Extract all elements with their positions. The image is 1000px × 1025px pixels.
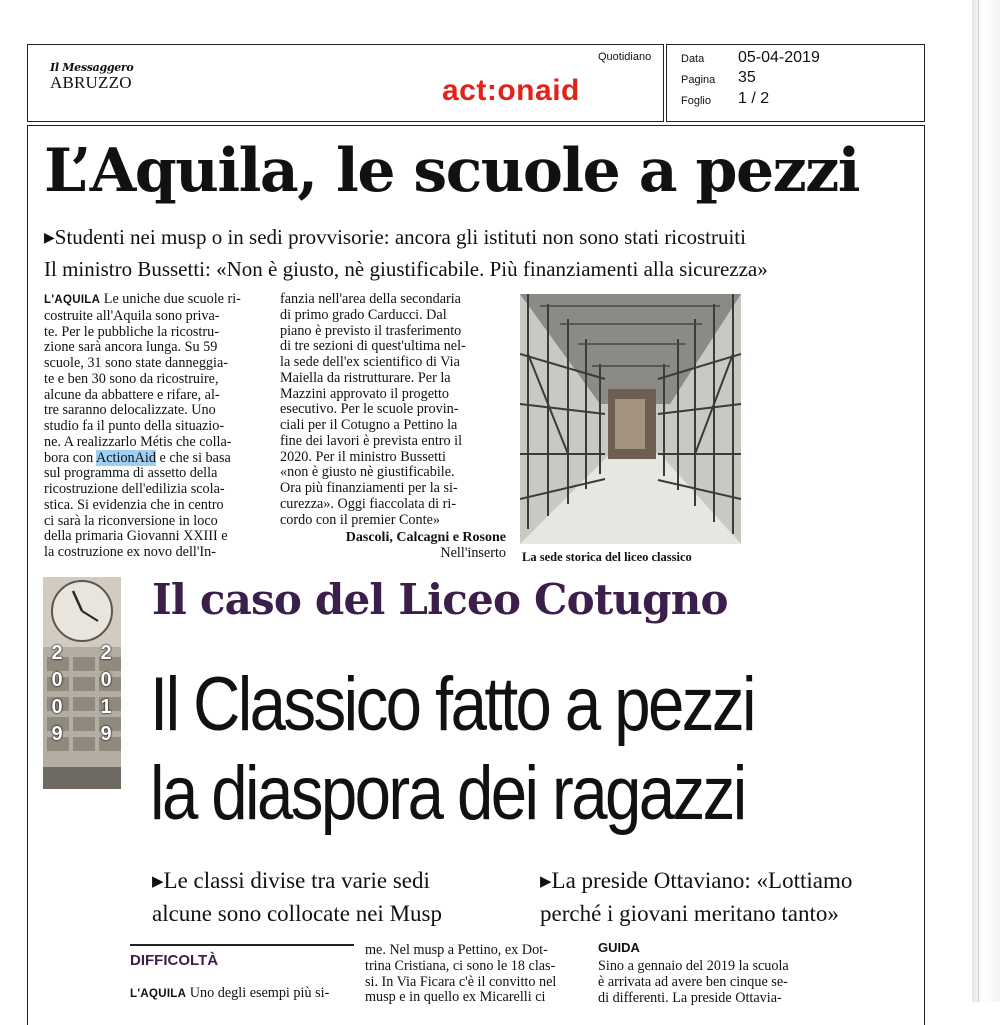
school-scaffolding-photo [520,294,741,544]
article1-col1-line: costruite all'Aquila sono priva- [44,307,220,324]
article1-col1-line: tre saranno delocalizzate. Uno [44,402,216,419]
section-label-difficolta: DIFFICOLTÀ [130,952,219,969]
article2-column1: L'AQUILA Uno degli esempi più si- [130,985,330,1001]
article2-sub-left-line2: alcune sono collocate nei Musp [152,901,442,926]
date-label: Data [681,53,705,65]
triangle-bullet-icon: ▶ [540,874,552,890]
article2-col2-line: trina Cristiana, ci sono le 18 clas- [365,957,556,974]
article2-col3-line: di differenti. La preside Ottavia- [598,989,782,1006]
article2-sub-right-line2: perché i giovani meritano tanto» [540,901,839,926]
year-2009-label: 2009 [51,642,63,745]
page-edge-line [978,0,979,1002]
article2-col2-line: musp e in quello ex Micarelli ci [365,989,546,1006]
article1-subhead-line2: Il ministro Bussetti: «Non è giusto, nè giustificabile. Più finanziamenti alla sicurezza» [44,257,768,281]
article2-kicker: Il caso del Liceo Cotugno [152,575,728,624]
article1-subhead-line1-text: Studenti nei musp o in sedi provvisorie: ancora gli istituti non sono stati ricostruiti [54,225,746,249]
article2-column3 [598,959,824,1006]
photo-caption: La sede storica del liceo classico [522,550,692,564]
article2-sub-right-line1: ▶La preside Ottaviano: «Lottiamo [540,868,853,893]
article2-dateline: L'AQUILA [130,988,187,1000]
article1-col2-line: fanzia nell'area della secondaria [280,291,461,307]
article2-col2-line: me. Nel musp a Pettino, ex Dot- [365,942,548,958]
sheet-label: Foglio [681,95,711,107]
article1-col2-line: Mazzini approvato il progetto [280,385,450,402]
newspaper-logo [50,62,140,92]
article1-headline: L’Aquila, le scuole a pezzi [44,136,860,206]
newspaper-logo-line1: Il Messaggero [50,61,134,74]
section-label-guida: GUIDA [598,940,640,955]
article1-col1-line: te e ben 30 sono da ricostruire, [44,370,219,387]
actionaid-logo: act:onaid [442,74,580,107]
article1-col1-line: ne. A realizzarlo Métis che colla- [44,433,232,450]
article1-col2-line: 2020. Per il ministro Bussetti [280,448,446,465]
article1-col1-line: ricostruzione dell'edilizia scola- [44,481,225,497]
page-edge-shadow [972,0,1000,1002]
article2-col3-line: Sino a gennaio del 2019 la scuola [598,958,789,974]
article1-dateline: L'AQUILA [44,294,101,306]
article1-col2-line: «non è giusto nè giustificabile. [280,464,455,481]
article2-col2-line: si. In Via Ficara c'è il convitto nel [365,973,557,990]
page-value: 35 [738,69,756,86]
article2-sub-left-line1: ▶Le classi divise tra varie sedi [152,868,430,893]
article1-insert-note: Nell'inserto [440,545,506,561]
article1-subhead [44,223,768,284]
scaffolding-illustration [520,294,741,544]
article1-col2-line: di primo grado Carducci. Dal [280,306,447,323]
article2-headline [150,660,754,838]
article2-column2 [365,943,587,1006]
article1-col2-line: Ora più finanziamenti per la si- [280,480,458,496]
sheet-value: 1 / 2 [738,90,770,107]
publication-type-label: Quotidiano [598,51,652,63]
article1-col1-line: alcune da abbattere e rifare, al- [44,386,220,403]
article1-col2-line: ciali per il Cotugno a Pettino la [280,417,458,433]
article2-sub-left [152,866,442,929]
article2-col3-line: è arrivata ad avere ben cinque se- [598,973,788,990]
date-value: 05-04-2019 [738,49,820,66]
year-2019-label: 2019 [100,642,112,745]
article1-col1-line: L'AQUILA Le uniche due scuole ri- [44,291,241,307]
article1-col1-line: bora con ActionAid e che si basa [44,449,231,466]
triangle-bullet-icon: ▶ [152,874,164,890]
article1-col2-line: cordo con il premier Conte» [280,511,440,528]
article1-col1-line: zione sarà ancora lunga. Su 59 [44,339,218,356]
article1-col1-line: stica. Si evidenzia che in centro [44,496,224,513]
article1-col1-line: della primaria Giovanni XXIII e [44,528,228,545]
page-label: Pagina [681,74,716,86]
article1-col2-line: Maiella da ristrutturare. Per la [280,369,451,386]
article1-col1-line: scuole, 31 sono state danneggia- [44,355,228,371]
actionaid-highlight[interactable]: ActionAid [96,449,156,466]
triangle-bullet-icon: ▶ [44,231,55,246]
article1-col2-line: curezza». Oggi fiaccolata di ri- [280,495,457,512]
article1-byline: Dascoli, Calcagni e Rosone [345,530,506,546]
article1-col2-line: esecutivo. Per le scuole provin- [280,401,459,418]
article2-headline-line1: Il Classico fatto a pezzi [150,662,754,747]
article1-col2-line: piano è previsto il trasferimento [280,322,462,339]
article1-col1-line: te. Per le pubbliche la ricostru- [44,323,219,340]
article1-subhead-line1 [44,223,768,255]
article1-col1-line: studio fa il punto della situazio- [44,418,225,434]
article1-column1 [44,292,271,561]
article1-col1-line: la costruzione ex novo dell'In- [44,544,216,560]
article1-col1-line: ci sarà la riconversione in loco [44,512,218,529]
article1-col1-line: sul programma di assetto della [44,465,218,482]
article1-col2-line: fine dei lavori è prevista entro il [280,432,463,449]
article1-col2-line: di tre sezioni di quest'ultima nel- [280,338,466,355]
article2-headline-line2: la diaspora dei ragazzi [150,751,745,836]
article1-column2 [280,292,506,562]
actionaid-logo-colon: : [486,74,498,107]
section-rule [130,944,354,946]
article1-col2-line: la sede dell'ex scientifico di Via [280,354,460,370]
newspaper-logo-line2: ABRUZZO [50,73,132,92]
article2-sub-right [540,866,852,929]
